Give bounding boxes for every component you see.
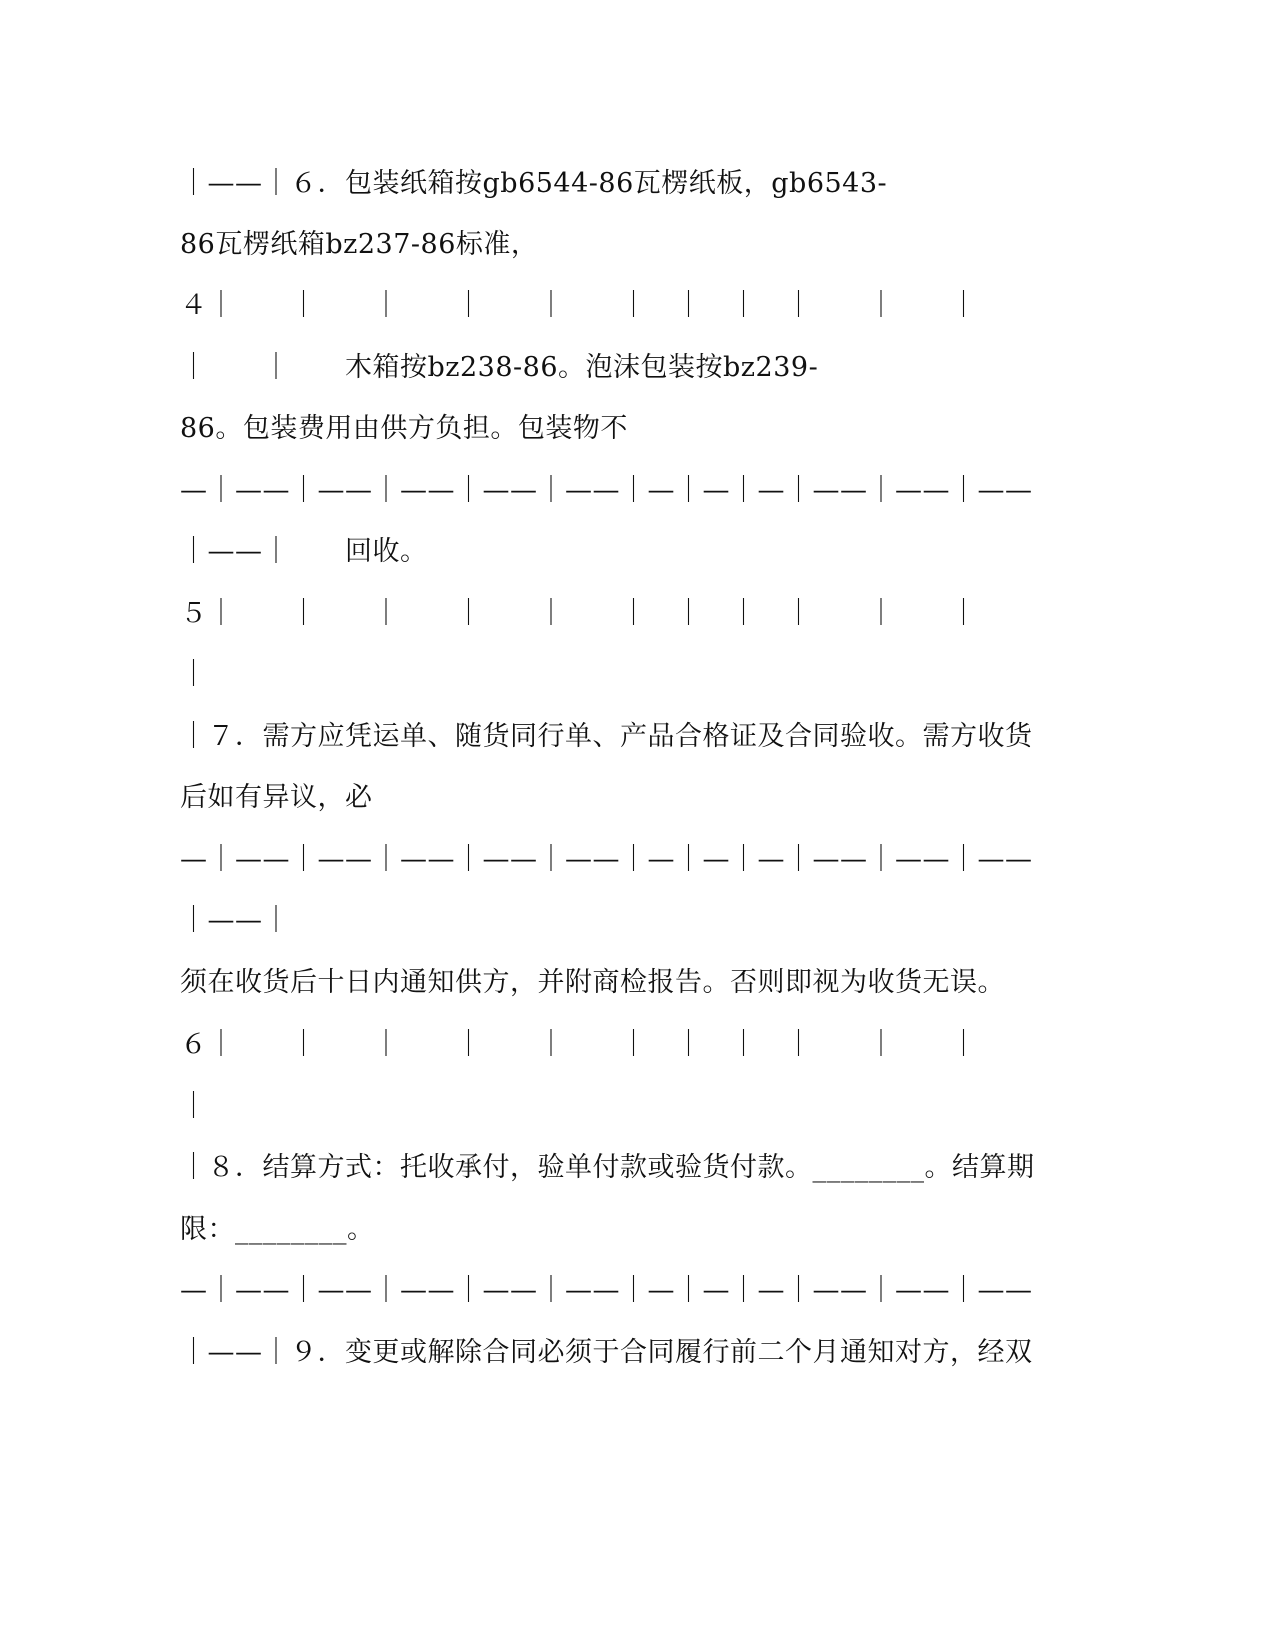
text-line-5: 86。包装费用由供方负担。包装物不 [180,413,628,444]
table-border-1: ｜ [180,659,208,690]
table-row-4: ４｜ ｜ ｜ ｜ ｜ ｜ ｜ ｜ ｜ ｜ ｜ [180,290,978,321]
text-line-2: 86瓦楞纸箱bz237-86标准， [180,229,539,260]
text-line-10: ｜７．需方应凭运单、随货同行单、产品合格证及合同验收。需方收货 [180,721,1033,752]
table-row-5: ５｜ ｜ ｜ ｜ ｜ ｜ ｜ ｜ ｜ ｜ ｜ [180,598,978,629]
text-line-11: 后如有异议，必 [180,782,373,813]
text-line-13: ｜——｜ [180,905,290,936]
table-border-2: ｜ [180,1091,208,1122]
table-separator-1: —｜——｜——｜——｜——｜——｜—｜—｜—｜——｜——｜—— [180,475,1033,506]
text-line-17: ｜８．结算方式：托收承付，验单付款或验货付款。________。结算期 [180,1152,1035,1183]
table-row-6: ６｜ ｜ ｜ ｜ ｜ ｜ ｜ ｜ ｜ ｜ ｜ [180,1029,978,1060]
text-line-4: ｜ ｜ 木箱按bz238-86。泡沫包装按bz239- [180,352,819,383]
text-line-20: ｜——｜９．变更或解除合同必须于合同履行前二个月通知对方，经双 [180,1337,1033,1368]
text-line-1: ｜——｜６．包装纸箱按gb6544-86瓦楞纸板，gb6543- [180,168,888,199]
text-line-7: ｜——｜ 回收。 [180,536,428,567]
table-separator-3: —｜——｜——｜——｜——｜——｜—｜—｜—｜——｜——｜—— [180,1275,1033,1306]
text-line-18: 限：________。 [180,1214,375,1245]
text-line-14: 须在收货后十日内通知供方，并附商检报告。否则即视为收货无误。 [180,967,1005,998]
table-separator-2: —｜——｜——｜——｜——｜——｜—｜—｜—｜——｜——｜—— [180,844,1033,875]
